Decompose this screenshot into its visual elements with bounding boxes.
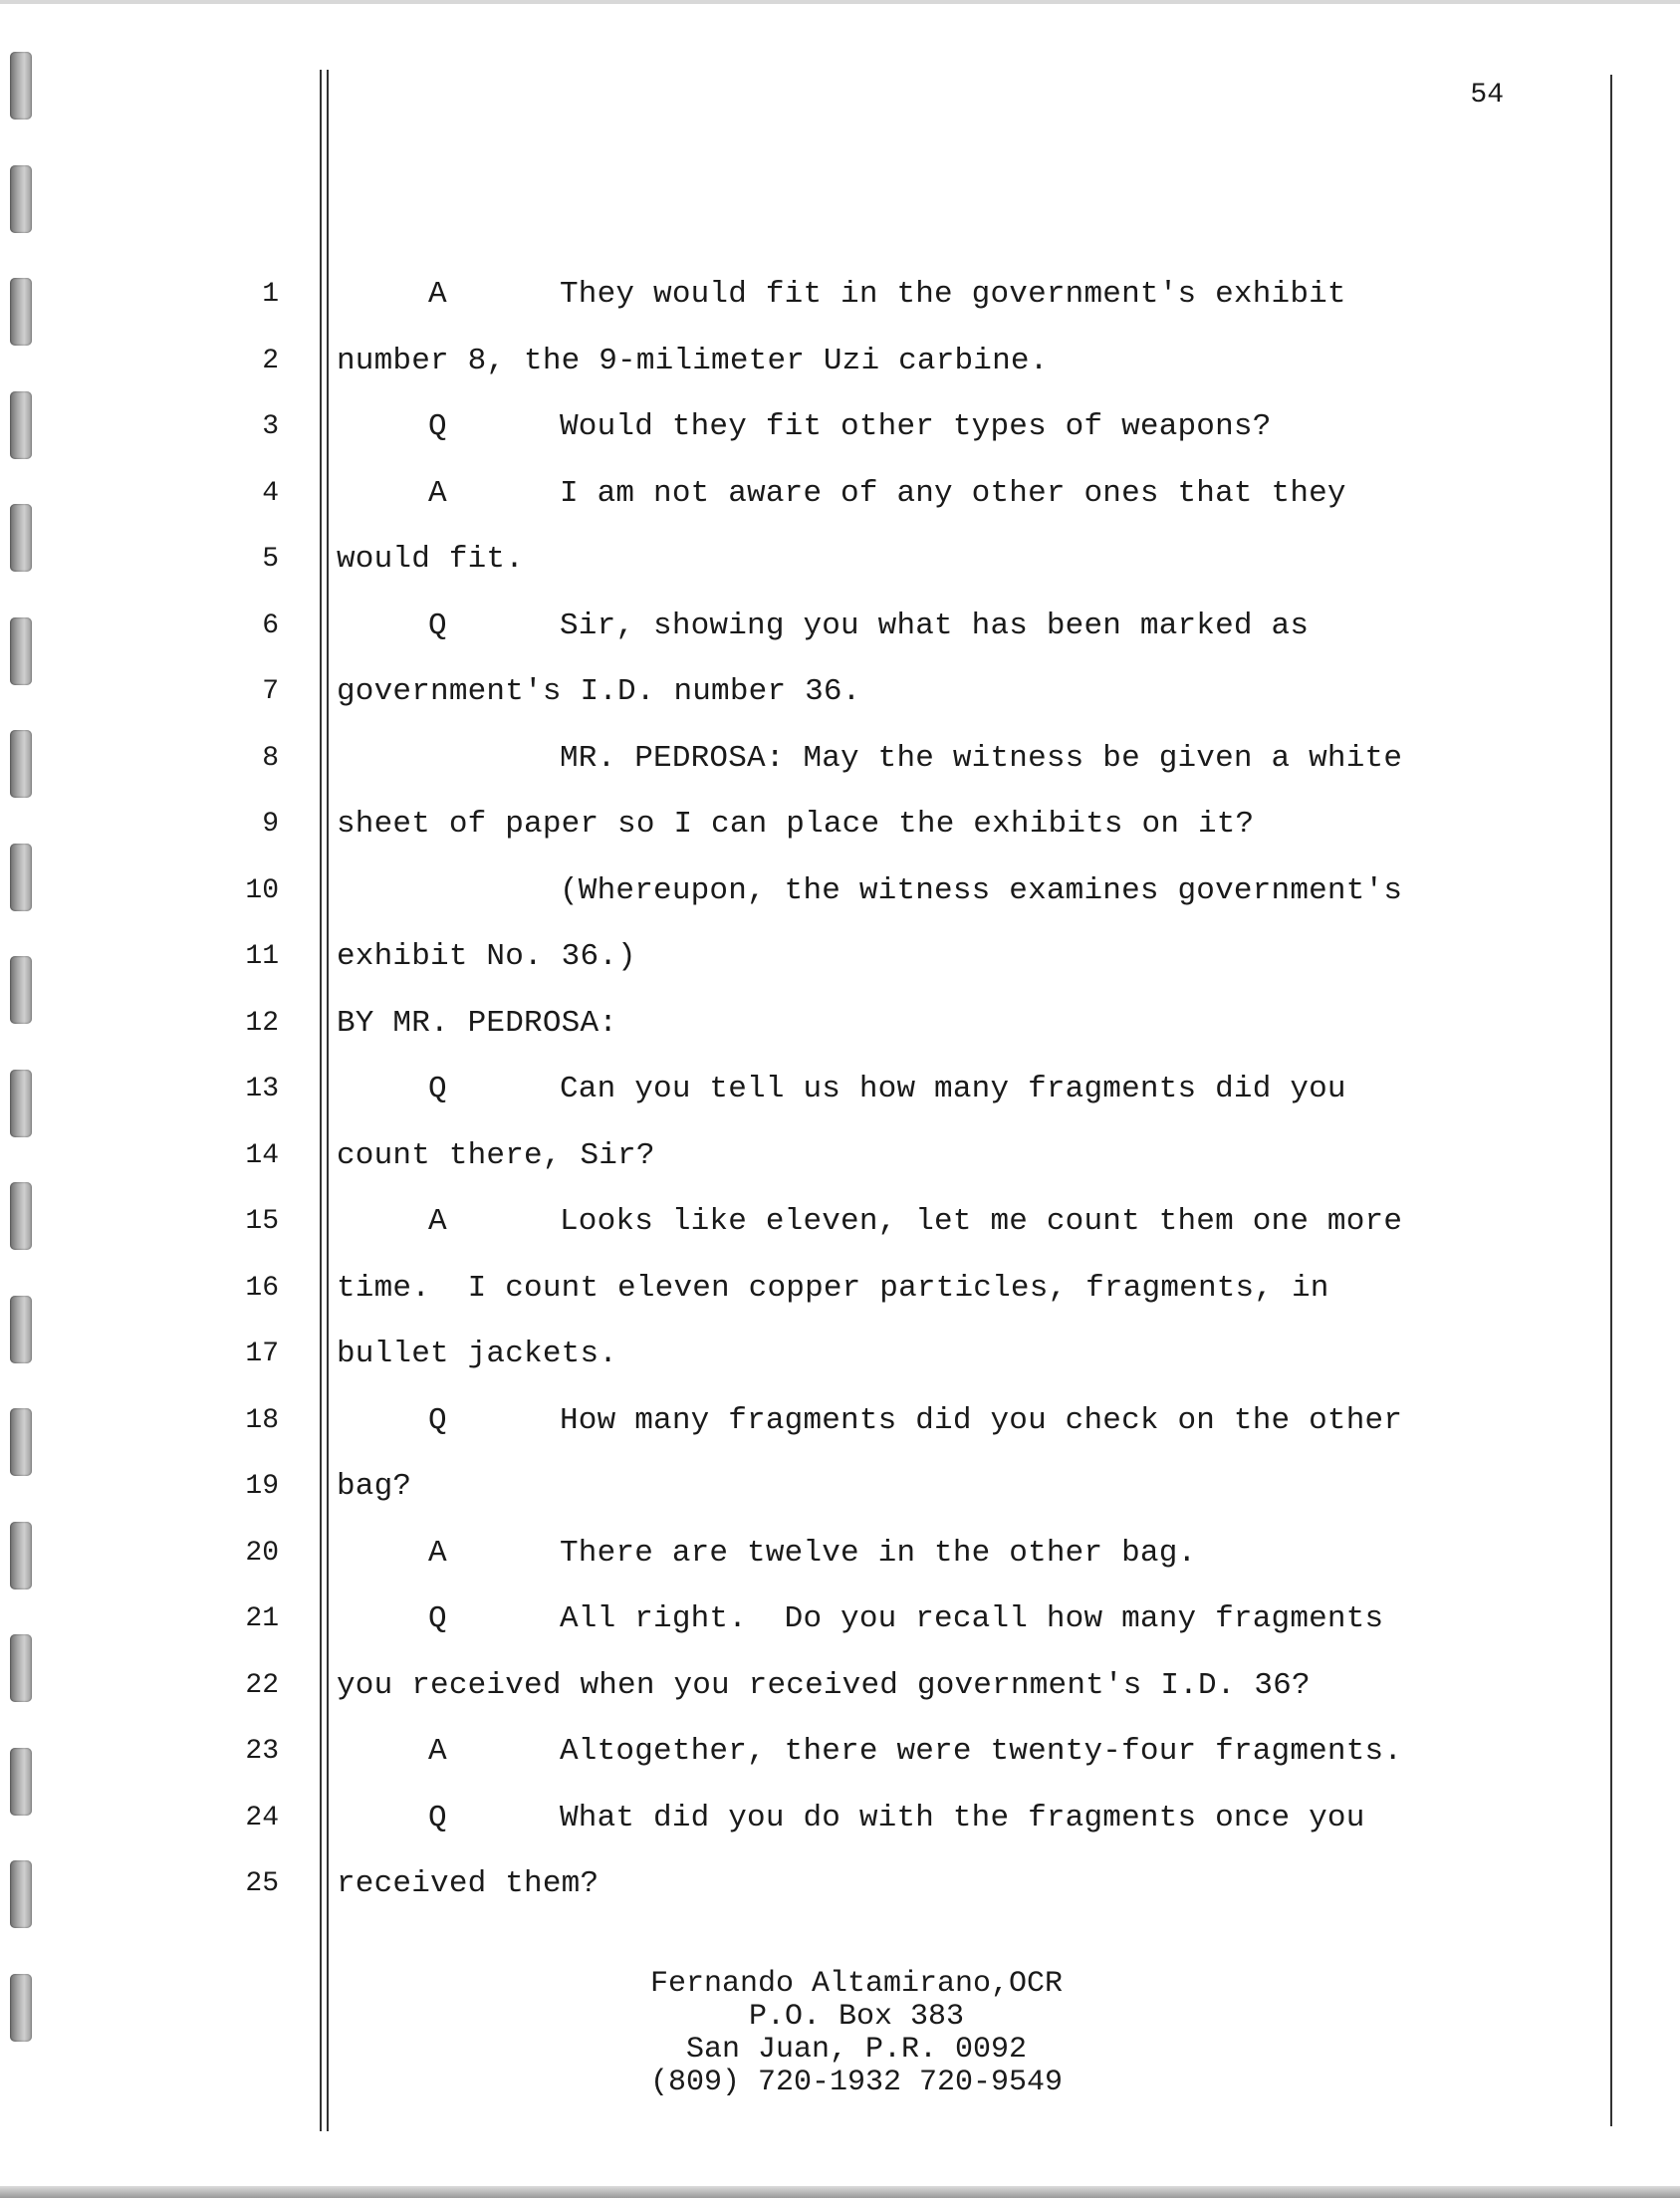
binder-hole (10, 278, 32, 346)
reporter-name: Fernando Altamirano,OCR (649, 1967, 1064, 2001)
page-number: 54 (1470, 80, 1504, 111)
binder-hole (10, 1408, 32, 1476)
line-number: 23 (245, 1736, 279, 1767)
binder-hole (10, 1296, 32, 1363)
line-number: 18 (245, 1404, 279, 1436)
transcript-line: I am not aware of any other ones that they (560, 475, 1346, 511)
line-number: 12 (245, 1007, 279, 1039)
transcript-line: count there, Sir? (337, 1137, 655, 1173)
line-number: 2 (262, 345, 279, 376)
transcript-line: government's I.D. number 36. (337, 674, 861, 709)
binder-hole (10, 165, 32, 233)
line-number: 5 (262, 544, 279, 575)
transcript-line: bullet jackets. (337, 1337, 618, 1371)
speaker-label: Q (428, 1800, 447, 1835)
transcript-line: They would fit in the government's exhibit (560, 277, 1346, 312)
transcript-line: How many fragments did you check on the other (560, 1402, 1403, 1438)
binder-hole (10, 1522, 32, 1589)
left-margin-rule (320, 70, 322, 2131)
transcript-line: Sir, showing you what has been marked as (560, 608, 1310, 643)
transcript-line: There are twelve in the other bag. (560, 1535, 1197, 1571)
speaker-label: A (428, 277, 447, 312)
line-number: 11 (245, 941, 279, 972)
line-number: 16 (245, 1272, 279, 1304)
transcript-line: you received when you received government's I.D. 36? (337, 1667, 1311, 1703)
line-number: 1 (262, 279, 279, 310)
line-number: 25 (245, 1868, 279, 1899)
line-number: 22 (245, 1669, 279, 1701)
transcript-line: bag? (337, 1469, 412, 1504)
line-number: 10 (245, 874, 279, 906)
transcript-line: BY MR. PEDROSA: (337, 1005, 618, 1041)
transcript-line: (Whereupon, the witness examines government's (560, 872, 1403, 908)
speaker-label: A (428, 475, 447, 511)
line-number: 9 (262, 809, 279, 840)
speaker-label: Q (428, 1601, 447, 1636)
speaker-label: Q (428, 1402, 447, 1438)
line-number: 19 (245, 1471, 279, 1502)
speaker-label: A (428, 1535, 447, 1571)
transcript-line: Would they fit other types of weapons? (560, 409, 1272, 444)
scan-bottom-edge (0, 2186, 1680, 2198)
speaker-label: Q (428, 409, 447, 444)
transcript-line: Looks like eleven, let me count them one more (560, 1204, 1403, 1239)
reporter-footer (558, 1968, 1155, 2099)
speaker-label: Q (428, 1072, 447, 1106)
line-number: 4 (262, 477, 279, 509)
line-number: 8 (262, 742, 279, 774)
line-number: 6 (262, 610, 279, 641)
transcript-line: sheet of paper so I can place the exhibits on it? (337, 807, 1255, 842)
transcript-line: exhibit No. 36.) (337, 939, 636, 974)
line-number: 17 (245, 1339, 279, 1369)
line-number: 14 (245, 1139, 279, 1171)
binder-hole (10, 1070, 32, 1137)
line-number: 24 (245, 1802, 279, 1833)
binder-hole (10, 1860, 32, 1928)
binder-hole (10, 1974, 32, 2042)
speaker-label: A (428, 1734, 447, 1769)
transcript-line: number 8, the 9-milimeter Uzi carbine. (337, 343, 1049, 378)
transcript-line: What did you do with the fragments once you (560, 1800, 1365, 1835)
transcript-line: All right. Do you recall how many fragments (560, 1601, 1384, 1636)
reporter-city: San Juan, P.R. 0092 (685, 2033, 1028, 2067)
binder-hole (10, 844, 32, 911)
right-margin-rule (1610, 75, 1612, 2126)
line-number: 20 (245, 1537, 279, 1569)
binder-hole (10, 730, 32, 798)
binder-hole (10, 1634, 32, 1702)
transcript-line: Altogether, there were twenty-four fragments. (560, 1734, 1403, 1769)
scan-top-edge (0, 0, 1680, 4)
binder-hole (10, 617, 32, 685)
reporter-phones: (809) 720-1932 720-9549 (649, 2066, 1064, 2099)
reporter-po-box: P.O. Box 383 (748, 2000, 965, 2034)
line-number: 21 (245, 1603, 279, 1634)
binder-hole (10, 52, 32, 120)
binder-hole (10, 1748, 32, 1816)
transcript-line: MR. PEDROSA: May the witness be given a white (560, 740, 1403, 776)
transcript-line: would fit. (337, 542, 525, 577)
line-number: 15 (245, 1206, 279, 1237)
line-number: 13 (245, 1074, 279, 1104)
transcript-line: time. I count eleven copper particles, fragments, in (337, 1270, 1329, 1306)
speaker-label: Q (428, 608, 447, 643)
binder-hole (10, 1182, 32, 1250)
binder-hole (10, 504, 32, 572)
speaker-label: A (428, 1204, 447, 1239)
transcript-line: received them? (337, 1866, 600, 1901)
transcript-line: Can you tell us how many fragments did you (560, 1072, 1346, 1106)
line-number: 3 (262, 411, 279, 442)
left-margin-rule-inner (327, 70, 329, 2131)
binder-hole (10, 391, 32, 459)
line-number: 7 (262, 676, 279, 707)
binder-hole (10, 956, 32, 1024)
